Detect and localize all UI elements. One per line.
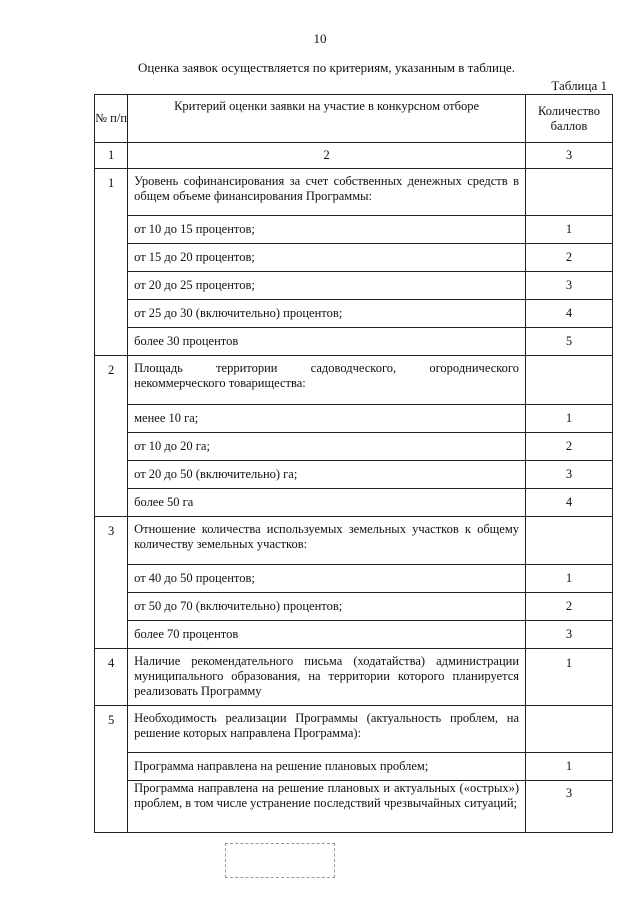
table-body xyxy=(95,169,613,833)
option-text: менее 10 га; xyxy=(128,405,526,433)
criterion-option-row xyxy=(95,489,613,517)
criterion-title-score: 1 xyxy=(526,649,613,706)
option-text: Программа направлена на решение плановых и актуальных («острых») проблем, в том числе устранение последствий чрезвычайных ситуаций; xyxy=(128,781,526,833)
header-criterion: Критерий оценки заявки на участие в конкурсном отборе xyxy=(128,95,526,143)
page-number: 10 xyxy=(313,31,327,46)
option-text: от 15 до 20 процентов; xyxy=(128,244,526,272)
column-number: 1 xyxy=(95,143,128,169)
column-number: 2 xyxy=(128,143,526,169)
option-score: 5 xyxy=(526,328,613,356)
option-score: 4 xyxy=(526,300,613,328)
option-score: 3 xyxy=(526,272,613,300)
criterion-option-row xyxy=(95,461,613,489)
criterion-option-row xyxy=(95,328,613,356)
criterion-number: 3 xyxy=(95,517,128,649)
criterion-option-row xyxy=(95,244,613,272)
criterion-group-row xyxy=(95,517,613,565)
criterion-number: 5 xyxy=(95,706,128,833)
option-score: 3 xyxy=(526,781,613,833)
option-score: 3 xyxy=(526,461,613,489)
criterion-title-score xyxy=(526,169,613,216)
criterion-option-row xyxy=(95,433,613,461)
option-score: 3 xyxy=(526,621,613,649)
criterion-title: Необходимость реализации Программы (актуальность проблем, на решение которых направлена Программа): xyxy=(128,706,526,753)
header-num: № п/п xyxy=(95,95,128,143)
criterion-option-row xyxy=(95,272,613,300)
criterion-number: 2 xyxy=(95,356,128,517)
criterion-number: 4 xyxy=(95,649,128,706)
criterion-option-row xyxy=(95,300,613,328)
option-text: более 70 процентов xyxy=(128,621,526,649)
criterion-group-row xyxy=(95,706,613,753)
criteria-table xyxy=(94,94,613,833)
option-text: от 25 до 30 (включительно) процентов; xyxy=(128,300,526,328)
option-score: 1 xyxy=(526,753,613,781)
column-number-row xyxy=(95,143,613,169)
option-score: 2 xyxy=(526,433,613,461)
criterion-title-score xyxy=(526,356,613,405)
option-text: от 10 до 20 га; xyxy=(128,433,526,461)
criterion-title: Отношение количества используемых земельных участков к общему количеству земельных участков: xyxy=(128,517,526,565)
criterion-option-row xyxy=(95,621,613,649)
criterion-option-row xyxy=(95,753,613,781)
column-number: 3 xyxy=(526,143,613,169)
option-text: от 40 до 50 процентов; xyxy=(128,565,526,593)
option-score: 2 xyxy=(526,593,613,621)
option-score: 2 xyxy=(526,244,613,272)
criterion-option-row xyxy=(95,405,613,433)
criterion-option-row xyxy=(95,593,613,621)
criterion-title-score xyxy=(526,517,613,565)
header-row xyxy=(95,95,613,143)
option-text: более 50 га xyxy=(128,489,526,517)
option-text: более 30 процентов xyxy=(128,328,526,356)
criterion-title: Площадь территории садоводческого, огороднического некоммерческого товарищества: xyxy=(128,356,526,405)
criterion-option-row xyxy=(95,781,613,833)
criterion-option-row xyxy=(95,216,613,244)
criterion-title: Наличие рекомендательного письма (ходатайства) администрации муниципального образования, на территории которого планируется реализовать Программу xyxy=(128,649,526,706)
criterion-number: 1 xyxy=(95,169,128,356)
header-score: Количество баллов xyxy=(526,95,613,143)
option-score: 1 xyxy=(526,216,613,244)
option-text: от 50 до 70 (включительно) процентов; xyxy=(128,593,526,621)
intro-text: Оценка заявок осуществляется по критериям, указанным в таблице. xyxy=(138,60,515,75)
option-text: от 20 до 25 процентов; xyxy=(128,272,526,300)
criterion-group-row xyxy=(95,356,613,405)
criterion-title-score xyxy=(526,706,613,753)
criterion-group-row xyxy=(95,169,613,216)
table-caption: Таблица 1 xyxy=(551,78,607,93)
criterion-title: Уровень софинансирования за счет собственных денежных средств в общем объеме финансирования Программы: xyxy=(128,169,526,216)
document-stamp xyxy=(225,843,335,878)
option-text: Программа направлена на решение плановых проблем; xyxy=(128,753,526,781)
criterion-option-row xyxy=(95,565,613,593)
criterion-group-row xyxy=(95,649,613,706)
option-score: 1 xyxy=(526,405,613,433)
option-text: от 20 до 50 (включительно) га; xyxy=(128,461,526,489)
option-text: от 10 до 15 процентов; xyxy=(128,216,526,244)
option-score: 4 xyxy=(526,489,613,517)
option-score: 1 xyxy=(526,565,613,593)
